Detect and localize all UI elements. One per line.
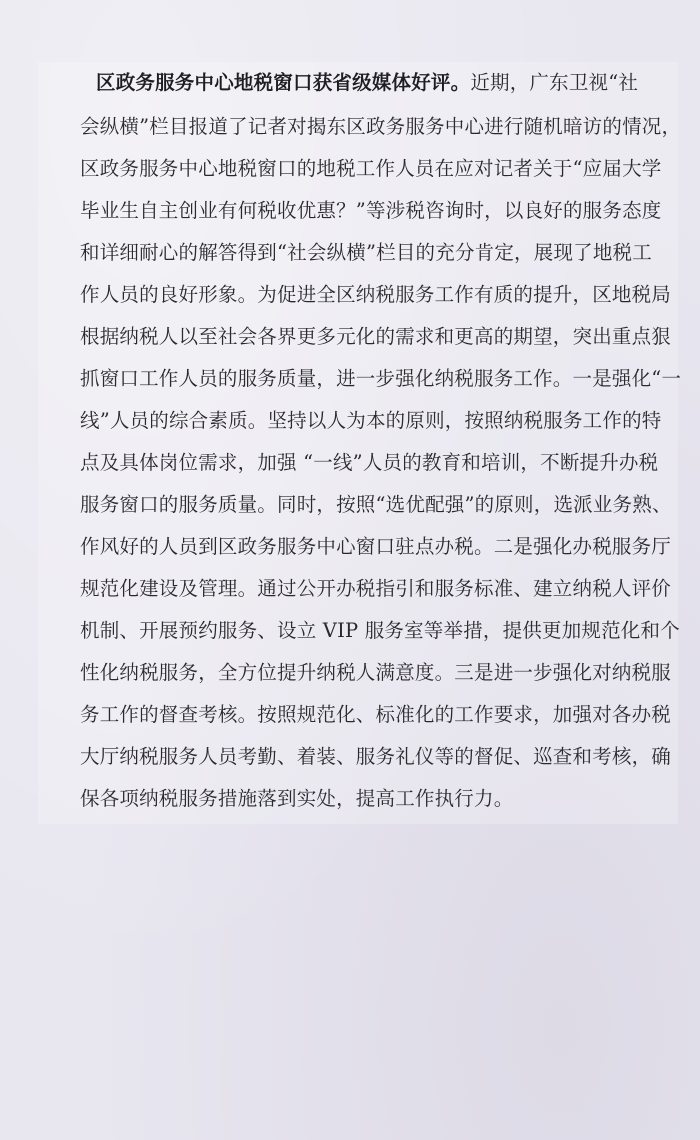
paragraph-line-7: 根据纳税人以至社会各界更多元化的需求和更高的期望，突出重点狠 <box>80 325 672 348</box>
paragraph-line-18: 保各项纳税服务措施落到实处，提高工作执行力。 <box>80 787 514 810</box>
paragraph-line-4: 毕业生自主创业有何税收优惠？”等涉税咨询时，以良好的服务态度 <box>80 199 662 222</box>
paragraph-line-12: 作风好的人员到区政务服务中心窗口驻点办税。二是强化办税服务厅 <box>80 535 672 558</box>
paragraph-line-9: 线”人员的综合素质。坚持以人为本的原则，按照纳税服务工作的特 <box>80 409 662 432</box>
paragraph-line-6: 作人员的良好形象。为促进全区纳税服务工作有质的提升，区地税局 <box>80 283 672 306</box>
paragraph-line-5: 和详细耐心的解答得到“社会纵横”栏目的充分肯定，展现了地税工 <box>80 241 652 264</box>
paragraph-line-2: 会纵横”栏目报道了记者对揭东区政务服务中心进行随机暗访的情况， <box>80 115 682 138</box>
body-text: 近期，广东卫视“社 <box>470 71 639 94</box>
paragraph-line-13: 规范化建设及管理。通过公开办税指引和服务标准、建立纳税人评价 <box>80 577 672 600</box>
paragraph-line-15: 性化纳税服务，全方位提升纳税人满意度。三是进一步强化对纳税服 <box>80 661 672 684</box>
headline: 区政务服务中心地税窗口获省级媒体好评。 <box>96 71 471 94</box>
paragraph-line-14: 机制、开展预约服务、设立 VIP 服务室等举措，提供更加规范化和个 <box>80 619 680 642</box>
paragraph-line-8: 抓窗口工作人员的服务质量，进一步强化纳税服务工作。一是强化“一 <box>80 367 682 390</box>
paragraph-line-3: 区政务服务中心地税窗口的地税工作人员在应对记者关于“应届大学 <box>80 157 662 180</box>
paragraph-line-16: 务工作的督查考核。按照规范化、标准化的工作要求，加强对各办税 <box>80 703 672 726</box>
paragraph-line-10: 点及具体岗位需求，加强 “一线”人员的教育和培训，不断提升办税 <box>80 451 659 474</box>
paragraph-line-17: 大厅纳税服务人员考勤、着装、服务礼仪等的督促、巡查和考核，确 <box>80 745 672 768</box>
paragraph-line-11: 服务窗口的服务质量。同时，按照“选优配强”的原则，选派业务熟、 <box>80 493 672 516</box>
paragraph-line-1 <box>96 68 638 98</box>
